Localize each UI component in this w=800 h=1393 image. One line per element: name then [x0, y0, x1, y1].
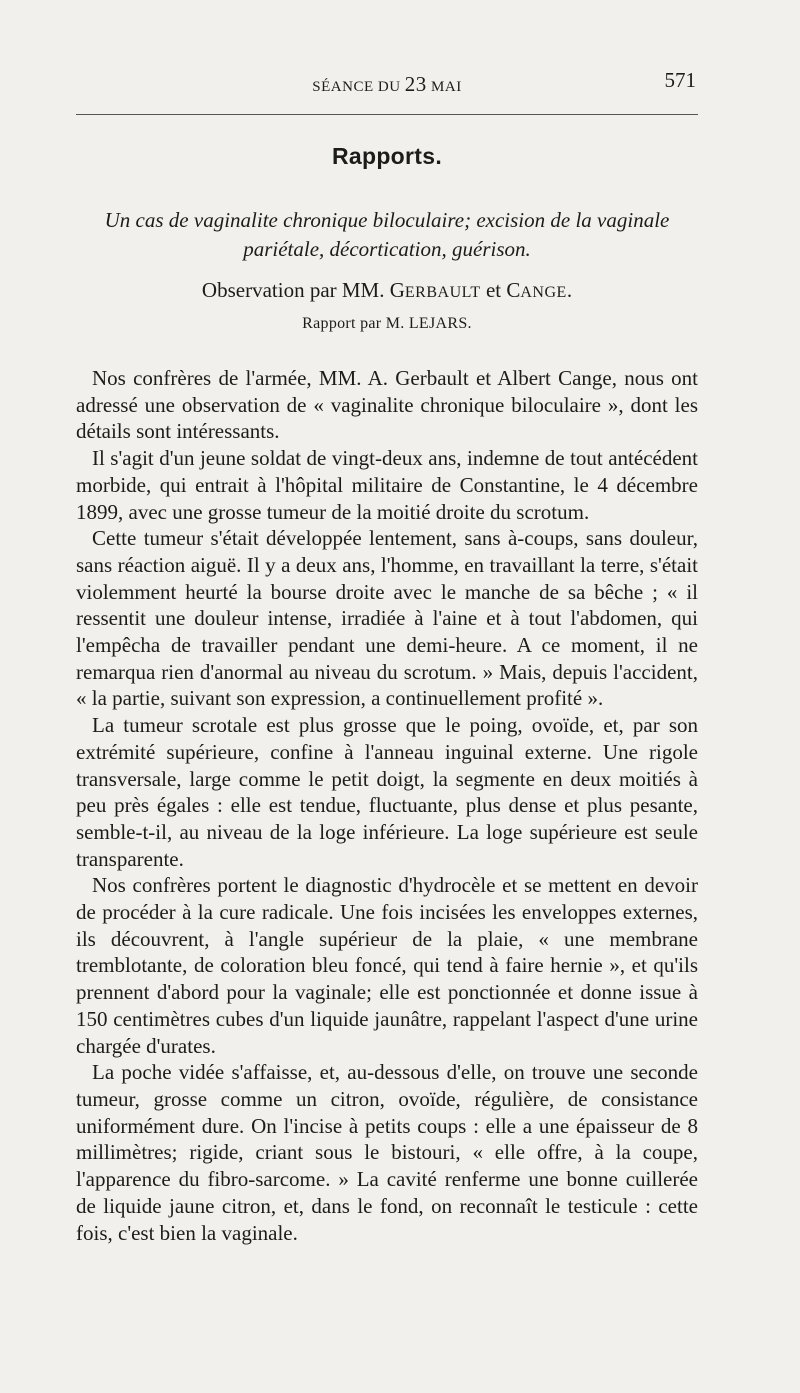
- observation-byline: [76, 278, 698, 303]
- running-title-part: SÉANCE DU: [312, 79, 405, 95]
- running-title-date: 23: [404, 72, 427, 96]
- observation-conjunction: et C: [480, 278, 521, 302]
- running-title: [76, 72, 698, 97]
- section-title: Rapports.: [331, 143, 443, 169]
- paragraph: Nos confrères de l'armée, MM. A. Gerbault et Albert Cange, nous ont adressé une observation de « vaginalite chronique biloculaire », dont les détails sont intéressants.: [76, 366, 698, 444]
- observation-period: .: [566, 278, 573, 302]
- article-title-line: pariétale, décortication, guérison.: [243, 237, 531, 261]
- paragraph: La poche vidée s'affaisse, et, au-dessous d'elle, on trouve une seconde tumeur, grosse comme un citron, ovoïde, régulière, de consistance uniformément dure. On l'incise à petits coups : elle a une épaisseur de 8 millimètres; rigide, criant sous le bistouri, « elle offre, à la coupe, l'apparence du fibro-sarcome. » La cavité renferme une bonne cuillerée de liquide jaune citron, et, dans le fond, on reconnaît le testicule : cette fois, c'est bien la vaginale.: [76, 1060, 698, 1245]
- paragraph: Nos confrères portent le diagnostic d'hydrocèle et se mettent en devoir de procéder à la cure radicale. Une fois incisées les enveloppes externes, ils découvrent, à l'angle supérieur de la plaie, « une membrane tremblotante, de coloration bleu foncé, qui tend à faire hernie », et qu'ils prennent d'abord pour la vaginale; elle est ponctionnée et donne issue à 150 centimètres cubes d'un liquide jaunâtre, rappelant l'aspect d'une urine chargée d'urates.: [76, 873, 698, 1058]
- observation-prefix: Observation par MM. G: [201, 278, 405, 302]
- header-rule: [76, 114, 698, 115]
- article-title-line: Un cas de vaginalite chronique biloculaire; excision de la vaginale: [104, 208, 670, 232]
- running-title-month: MAI: [426, 79, 462, 95]
- page-number: 571: [664, 68, 696, 92]
- running-header: [76, 66, 698, 96]
- article-title: [76, 206, 698, 264]
- paragraph: Cette tumeur s'était développée lentement, sans à-coups, sans douleur, sans réaction aiguë. Il y a deux ans, l'homme, en travaillant la terre, s'était violemment heurté la bourse droite avec le manche de sa bêche ; « il ressentit une douleur intense, irradiée à l'aine et à tout l'abdomen, qui l'empêcha de travailler pendant une demi-heure. A ce moment, il ne remarqua rien d'anormal au niveau du scrotum. » Mais, depuis l'accident, « la partie, suivant son expression, a continuellement profité ».: [76, 526, 698, 711]
- paragraph: Il s'agit d'un jeune soldat de vingt-deux ans, indemne de tout antécédent morbide, qui entrait à l'hôpital militaire de Constantine, le 4 décembre 1899, avec une grosse tumeur de la moitié droite du scrotum.: [76, 446, 698, 524]
- paragraph: La tumeur scrotale est plus grosse que le poing, ovoïde, et, par son extrémité supérieure, confine à l'anneau inguinal externe. Une rigole transversale, large comme le petit doigt, la segmente en deux moitiés à peu près égales : elle est tendue, fluctuante, plus dense et plus pesante, semble-t-il, au niveau de la loge inférieure. La loge supérieure est seule transparente.: [76, 713, 698, 871]
- author-name: ERBAULT: [404, 284, 481, 301]
- article-body: [76, 365, 698, 1246]
- author-name: ANGE: [520, 284, 567, 301]
- rapport-byline: Rapport par M. LEJARS.: [302, 315, 472, 332]
